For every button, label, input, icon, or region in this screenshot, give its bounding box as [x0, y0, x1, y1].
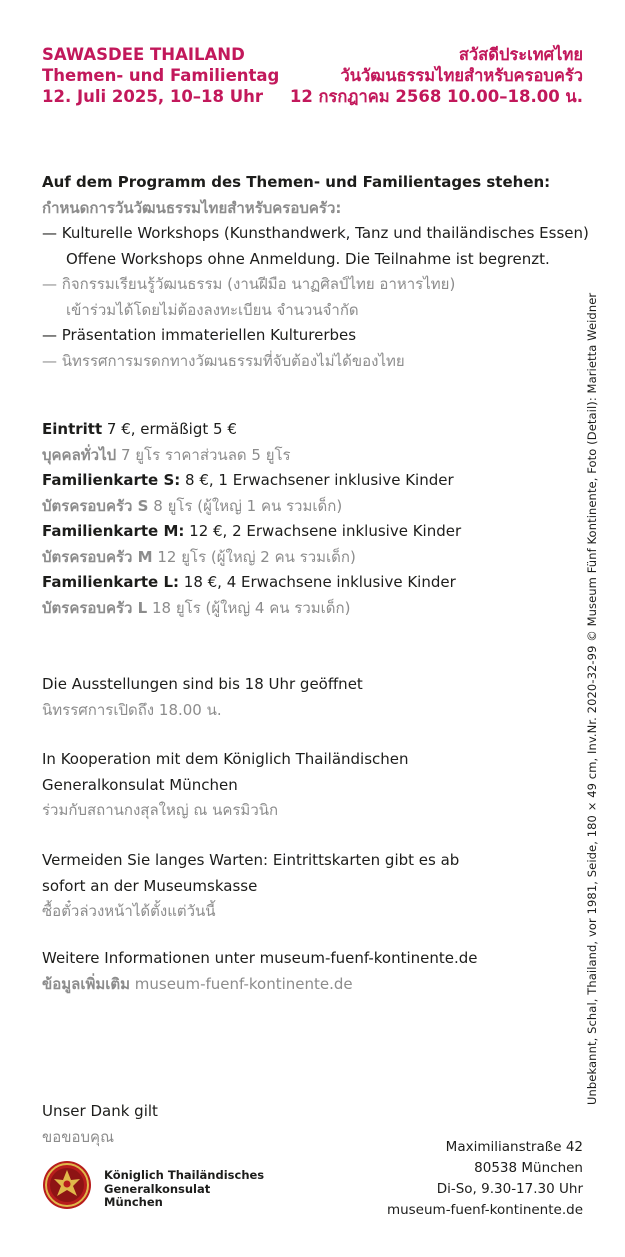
opening-hours-block: [42, 672, 363, 723]
program-title-th: กำหนดการวันวัฒนธรรมไทยสำหรับครอบครัว:: [42, 198, 342, 217]
tickets-line-2: sofort an der Museumskasse: [42, 876, 258, 895]
price-family-m-value: 12 €, 2 Erwachsene inklusive Kinder: [184, 522, 462, 540]
opening-hours-th: นิทรรศการเปิดถึง 18.00 น.: [42, 700, 222, 719]
price-family-m-label: Familienkarte M:: [42, 522, 185, 540]
price-family-m-th-label: บัตรครอบครัว M: [42, 547, 153, 566]
thanks-block: [42, 1099, 158, 1150]
price-family-s: [42, 468, 461, 494]
thanks-th: ขอขอบคุณ: [42, 1127, 114, 1146]
program-item-workshops-note-th: เข้าร่วมได้โดยไม่ต้องลงทะเบียน จำนวนจำกัด: [66, 300, 359, 319]
event-date-th: 12 กรกฎาคม 2568 10.00–18.00 น.: [289, 87, 583, 106]
price-entry: [42, 417, 461, 443]
consulate-name: [104, 1169, 264, 1210]
price-family-s-th: [42, 494, 461, 520]
price-family-l-th-value: 18 ยูโร (ผู้ใหญ่ 4 คน รวมเด็ก): [147, 598, 351, 617]
program-item-workshops-note: Offene Workshops ohne Anmeldung. Die Teilnahme ist begrenzt.: [66, 249, 550, 268]
consulate-line-1: Königlich Thailändisches: [104, 1168, 265, 1182]
price-family-m: [42, 519, 461, 545]
header-left: [42, 44, 279, 107]
event-subtitle: Themen- und Familientag: [42, 66, 280, 85]
program-item-heritage-th: — นิทรรศการมรดกทางวัฒนธรรมที่จับต้องไม่ได้ของไทย: [42, 351, 405, 370]
cooperation-block: [42, 747, 409, 824]
price-entry-th-value: 7 ยูโร ราคาส่วนลด 5 ยูโร: [116, 445, 291, 464]
price-section: [42, 417, 461, 621]
price-family-m-th: [42, 545, 461, 571]
cooperation-line-1: In Kooperation mit dem Königlich Thailändischen: [42, 750, 409, 768]
price-family-s-value: 8 €, 1 Erwachsener inklusive Kinder: [180, 471, 454, 489]
price-family-l-label: Familienkarte L:: [42, 573, 180, 591]
address-street: Maximilianstraße 42: [445, 1139, 583, 1155]
event-title-th: สวัสดีประเทศไทย: [458, 45, 583, 64]
more-info-th-label: ข้อมูลเพิ่มเติม: [42, 974, 131, 993]
image-credit: Unbekannt, Schal, Thailand, vor 1981, Seide, 180 × 49 cm, Inv.Nr. 2020-32-99 © Museum Fünf Kontinente, Foto (Detail): Marietta Weidner: [585, 292, 599, 1105]
event-subtitle-th: วันวัฒนธรรมไทยสำหรับครอบครัว: [340, 66, 583, 85]
program-item-workshops: — Kulturelle Workshops (Kunsthandwerk, Tanz und thailändisches Essen): [42, 224, 589, 242]
tickets-block: [42, 848, 459, 925]
price-entry-value: 7 €, ermäßigt 5 €: [102, 420, 237, 438]
price-family-l-th-label: บัตรครอบครัว L: [42, 598, 148, 617]
program-item-heritage: — Präsentation immateriellen Kulturerbes: [42, 326, 357, 344]
price-family-s-th-label: บัตรครอบครัว S: [42, 496, 149, 515]
more-info-block: [42, 946, 478, 997]
price-entry-th-label: บุคคลทั่วไป: [42, 445, 117, 464]
program-section: [42, 170, 589, 374]
price-family-l-value: 18 €, 4 Erwachsene inklusive Kinder: [179, 573, 456, 591]
thanks: Unser Dank gilt: [42, 1102, 158, 1120]
price-entry-th: [42, 443, 461, 469]
address-city: 80538 München: [474, 1160, 583, 1176]
cooperation-line-2: Generalkonsulat München: [42, 775, 238, 794]
event-title: SAWASDEE THAILAND: [42, 45, 245, 64]
header-right: [290, 44, 583, 107]
consulate-line-2: Generalkonsulat: [104, 1181, 211, 1196]
price-family-l-th: [42, 596, 461, 622]
opening-hours: Die Ausstellungen sind bis 18 Uhr geöffnet: [42, 675, 363, 693]
price-family-s-label: Familienkarte S:: [42, 471, 181, 489]
thai-garuda-seal-icon: [42, 1160, 92, 1210]
price-family-l: [42, 570, 461, 596]
program-title: Auf dem Programm des Themen- und Familientages stehen:: [42, 173, 551, 191]
price-family-s-th-value: 8 ยูโร (ผู้ใหญ่ 1 คน รวมเด็ก): [148, 496, 343, 515]
more-info-th-link[interactable]: museum-fuenf-kontinente.de: [130, 974, 353, 993]
price-entry-label: Eintritt: [42, 420, 103, 438]
price-family-m-th-value: 12 ยูโร (ผู้ใหญ่ 2 คน รวมเด็ก): [152, 547, 356, 566]
address-hours: Di-So, 9.30-17.30 Uhr: [436, 1181, 583, 1197]
cooperation-th: ร่วมกับสถานกงสุลใหญ่ ณ นครมิวนิก: [42, 801, 279, 819]
address-website[interactable]: museum-fuenf-kontinente.de: [386, 1202, 583, 1218]
consulate-line-3: München: [104, 1195, 163, 1209]
tickets-line-1: Vermeiden Sie langes Warten: Eintrittskarten gibt es ab: [42, 851, 460, 869]
tickets-th: ซื้อตั๋วล่วงหน้าได้ตั้งแต่วันนี้: [42, 902, 216, 920]
more-info[interactable]: Weitere Informationen unter museum-fuenf-kontinente.de: [42, 949, 478, 967]
museum-address: [387, 1137, 583, 1221]
event-date: 12. Juli 2025, 10–18 Uhr: [42, 87, 264, 106]
more-info-th[interactable]: [42, 972, 478, 998]
program-item-workshops-th: — กิจกรรมเรียนรู้วัฒนธรรม (งานฝีมือ นาฏศิลป์ไทย อาหารไทย): [42, 275, 456, 293]
